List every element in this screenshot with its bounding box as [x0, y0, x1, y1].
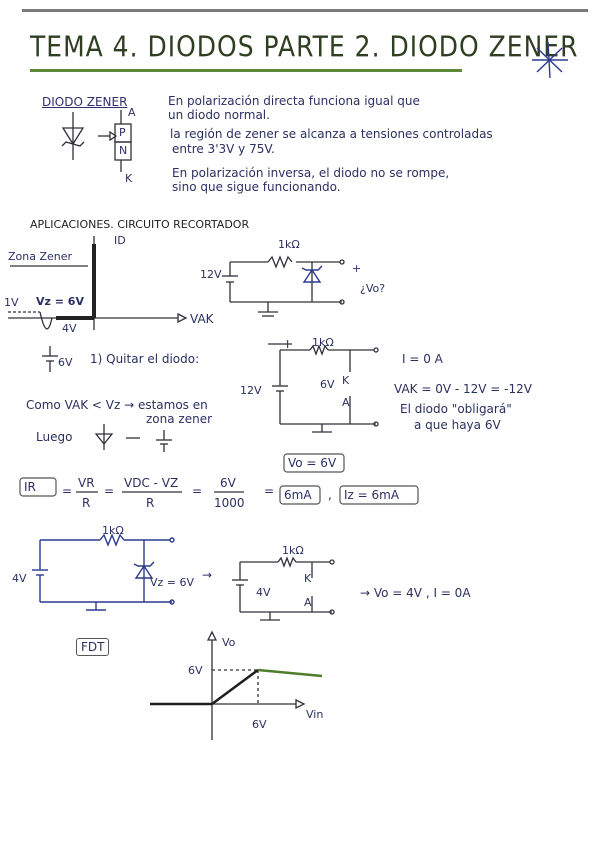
curve-vak-label: VAK — [190, 312, 214, 326]
step1-r-label: 1kΩ — [312, 336, 334, 349]
formula-eq3: = — [192, 484, 203, 498]
step1-como-2: zona zener — [146, 412, 213, 426]
fdt-label: FDT — [76, 638, 109, 656]
step1-conclusion-2: a que haya 6V — [414, 418, 501, 432]
step1-vo-result: Vo = 6V — [288, 456, 337, 470]
c2-arrow: → — [202, 568, 213, 582]
formula-eq2: = — [104, 484, 115, 498]
step1-text: 1) Quitar el diodo: — [90, 352, 200, 366]
label-anode: A — [128, 106, 136, 119]
step1-como-1: Como VAK < Vz → estamos en — [26, 398, 208, 412]
c2-vz: Vz = 6V — [150, 576, 195, 589]
c2-r-label-2: 1kΩ — [282, 544, 304, 557]
curve-1v-label: 1V — [4, 296, 19, 309]
formula-1000: 1000 — [214, 496, 245, 510]
formula-r1: R — [82, 496, 91, 510]
formula-r2: R — [146, 496, 155, 510]
formula-6v: 6V — [220, 476, 236, 490]
step1-12v: 12V — [240, 384, 262, 397]
formula-iz-result: Iz = 6mA — [344, 488, 400, 502]
curve-id-label: ID — [114, 234, 126, 247]
step1-luego: Luego — [36, 430, 73, 444]
fdt-vin: Vin — [306, 708, 324, 721]
c1-vo-question: ¿Vo? — [360, 282, 386, 295]
step1-k: K — [342, 374, 350, 387]
step1-i-label: I — [286, 338, 290, 351]
formula-eq4: = — [264, 484, 275, 498]
c2-a: A — [304, 596, 312, 609]
c2-r-label: 1kΩ — [102, 524, 124, 537]
step1-6v-b: 6V — [320, 378, 335, 391]
formula-eq1: = — [62, 484, 73, 498]
fdt-6v-y: 6V — [188, 664, 203, 677]
formula-vdc-vz: VDC - VZ — [124, 476, 179, 490]
formula-comma: , — [328, 488, 332, 502]
formula-iz: IR — [24, 480, 36, 494]
formula-vr: VR — [78, 476, 95, 490]
c2-result: → Vo = 4V , I = 0A — [360, 586, 471, 600]
curve-zona-label: Zona Zener — [8, 250, 73, 263]
c2-4v: 4V — [12, 572, 27, 585]
c1-r-label: 1kΩ — [278, 238, 300, 251]
page-title: TEMA 4. DIODOS PARTE 2. DIODO ZENER — [30, 30, 579, 64]
step1-conclusion-1: El diodo "obligará" — [400, 402, 512, 416]
label-n: N — [119, 144, 128, 157]
intro-line-4: entre 3'3V y 75V. — [172, 142, 275, 156]
formula-result: 6mA — [284, 488, 312, 502]
intro-line-1: En polarización directa funciona igual que — [168, 94, 420, 108]
intro-line-3: la región de zener se alcanza a tensiones controladas — [170, 127, 493, 141]
step1-vak-eq: VAK = 0V - 12V = -12V — [394, 382, 532, 396]
intro-line-6: sino que sigue funcionando. — [172, 180, 341, 194]
label-p: P — [119, 126, 126, 139]
curve-4v-label: 4V — [62, 322, 77, 335]
step1-i-eq: I = 0 A — [402, 352, 443, 366]
c2-4v-b: 4V — [256, 586, 271, 599]
fdt-vo: Vo — [222, 636, 236, 649]
zener-heading: DIODO ZENER — [42, 95, 128, 109]
fdt-6v-x: 6V — [252, 718, 267, 731]
step1-6v: 6V — [58, 356, 73, 369]
c2-k: K — [304, 572, 312, 585]
curve-vz-label: Vz = 6V — [36, 295, 84, 308]
label-cathode: K — [125, 172, 133, 185]
step1-a: A — [342, 396, 350, 409]
intro-line-2: un diodo normal. — [168, 108, 270, 122]
c1-v-label: 12V — [200, 268, 222, 281]
intro-line-5: En polarización inversa, el diodo no se rompe, — [172, 166, 450, 180]
c1-plus: + — [352, 262, 362, 275]
section-heading: APLICACIONES. CIRCUITO RECORTADOR — [30, 218, 250, 231]
